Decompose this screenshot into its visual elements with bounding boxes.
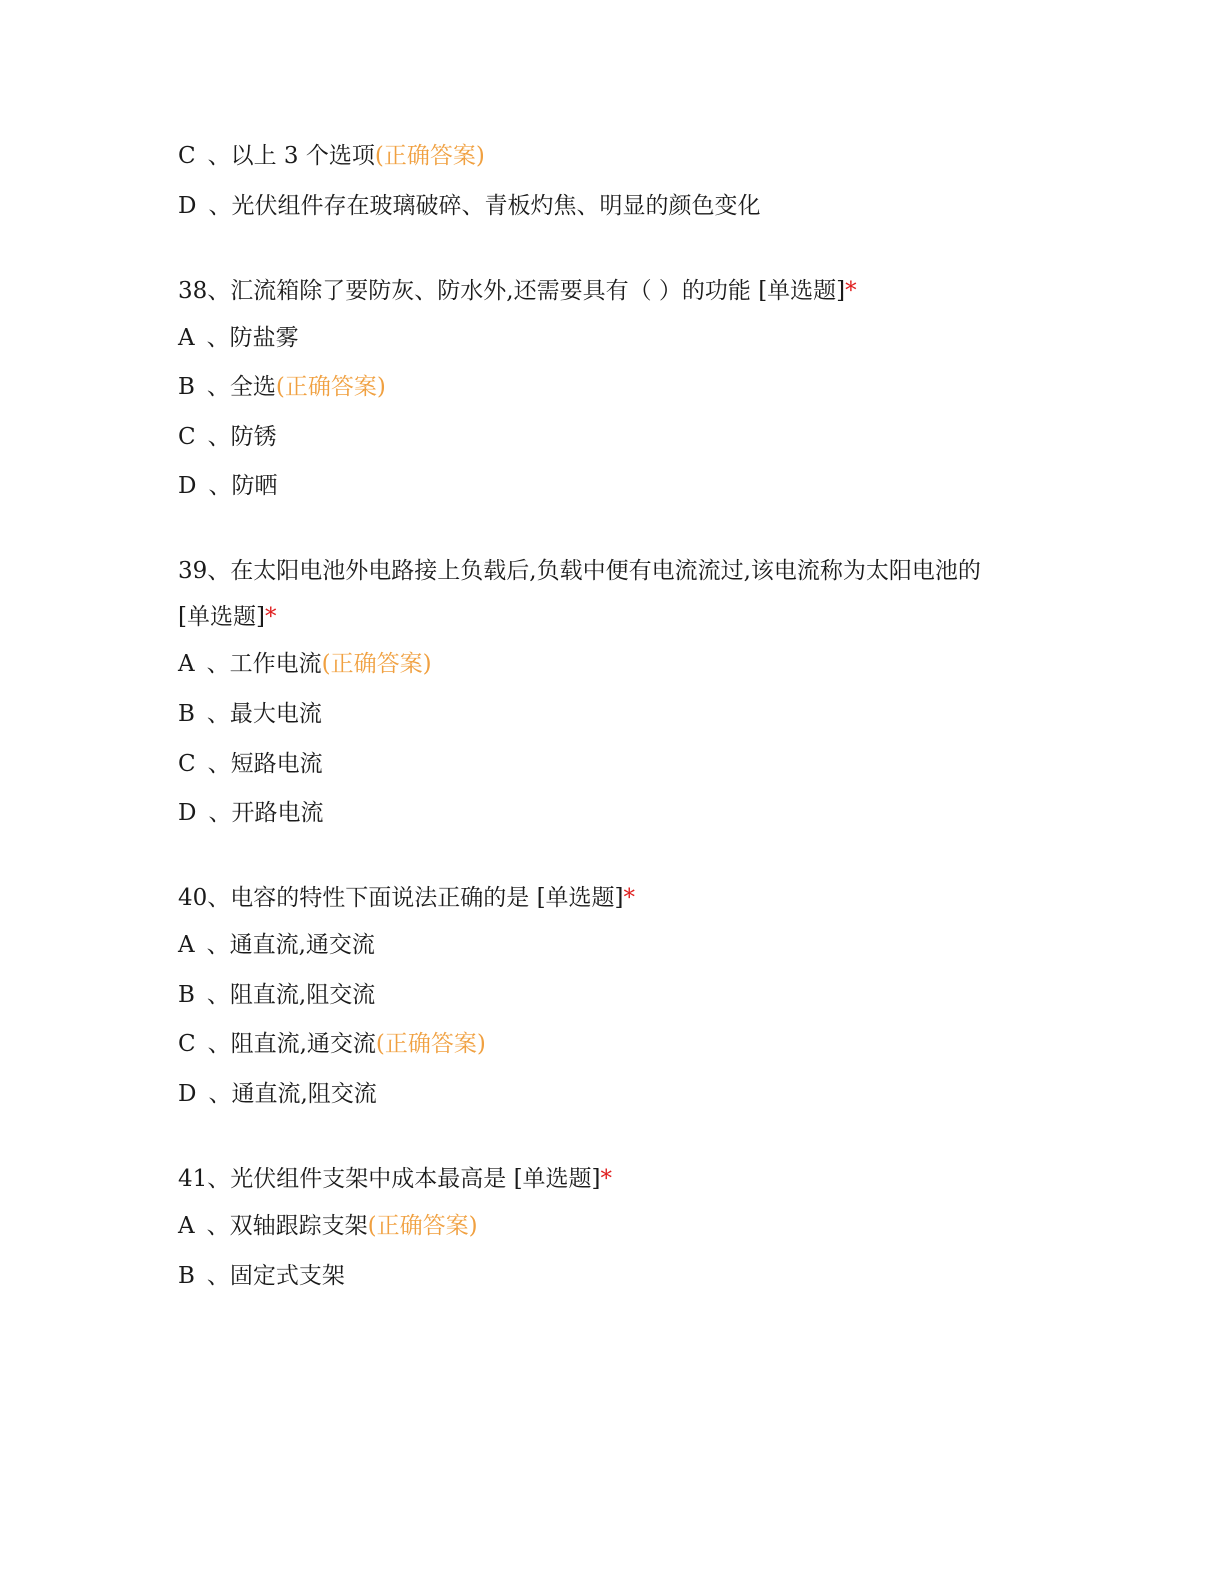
- option-separator: 、: [206, 1262, 230, 1289]
- option-text: 最大电流: [229, 700, 322, 727]
- option-letter: D: [178, 473, 197, 500]
- question-text: 40、电容的特性下面说法正确的是 [单选题]: [178, 885, 624, 912]
- option-text: 防晒: [231, 473, 278, 500]
- option-letter: B: [178, 981, 195, 1008]
- option-text: 防锈: [230, 423, 277, 450]
- option-c: [178, 748, 1038, 780]
- correct-answer-mark: (正确答案): [321, 651, 432, 678]
- question-stem-38: [178, 268, 1008, 314]
- option-text: 光伏组件存在玻璃破碎、青板灼焦、明显的颜色变化: [231, 192, 761, 219]
- option-text: 防盐雾: [229, 324, 299, 351]
- option-letter: D: [178, 192, 197, 219]
- option-a: [178, 929, 1038, 961]
- option-d: [178, 470, 1038, 502]
- correct-answer-mark: (正确答案): [375, 1031, 486, 1058]
- option-separator: 、: [208, 192, 232, 219]
- required-mark: *: [623, 885, 636, 912]
- question-stem-39: [178, 548, 1008, 640]
- option-separator: 、: [207, 143, 231, 169]
- option-d: [178, 190, 1038, 222]
- option-separator: 、: [206, 324, 230, 351]
- option-separator: 、: [207, 1031, 231, 1058]
- option-c: [178, 140, 1038, 172]
- required-mark: *: [845, 277, 857, 304]
- question-text: 41、光伏组件支架中成本最高是 [单选题]: [178, 1165, 601, 1192]
- option-text: 以上 3 个选项: [230, 143, 375, 169]
- option-text: 短路电流: [230, 750, 323, 777]
- option-text: 工作电流: [229, 651, 322, 678]
- option-a: [178, 648, 1038, 680]
- option-letter: B: [178, 700, 195, 727]
- option-separator: 、: [206, 651, 230, 678]
- option-c: [178, 1028, 1038, 1060]
- option-text: 固定式支架: [229, 1262, 345, 1289]
- question-stem-40: [178, 875, 1008, 921]
- option-separator: 、: [208, 800, 232, 827]
- correct-answer-mark: (正确答案): [374, 143, 485, 169]
- option-letter: A: [178, 1212, 195, 1239]
- option-letter: C: [178, 1031, 196, 1058]
- option-letter: C: [178, 750, 196, 777]
- option-letter: C: [178, 423, 196, 450]
- option-c: [178, 421, 1038, 453]
- question-document: [178, 140, 1038, 1309]
- option-letter: D: [178, 800, 197, 827]
- option-text: 通直流,通交流: [229, 932, 375, 959]
- option-text: 通直流,阻交流: [231, 1080, 377, 1107]
- option-text: 双轴跟踪支架: [229, 1212, 368, 1239]
- option-separator: 、: [207, 750, 231, 777]
- option-separator: 、: [206, 700, 230, 727]
- option-d: [178, 1078, 1038, 1110]
- option-separator: 、: [208, 473, 232, 500]
- required-mark: *: [264, 604, 277, 631]
- option-letter: D: [178, 1080, 197, 1107]
- option-letter: A: [178, 932, 195, 959]
- option-separator: 、: [206, 981, 230, 1008]
- question-text: 38、汇流箱除了要防灰、防水外,还需要具有（ ）的功能 [单选题]: [178, 277, 846, 304]
- required-mark: *: [600, 1165, 613, 1192]
- option-separator: 、: [206, 932, 230, 959]
- option-separator: 、: [207, 423, 231, 450]
- option-letter: C: [178, 143, 196, 169]
- option-text: 全选: [229, 374, 276, 401]
- option-letter: A: [178, 651, 195, 678]
- option-b: [178, 1260, 1038, 1292]
- option-separator: 、: [208, 1080, 232, 1107]
- question-stem-41: [178, 1156, 1008, 1202]
- option-letter: B: [178, 374, 195, 401]
- option-letter: A: [178, 324, 195, 351]
- option-separator: 、: [206, 374, 230, 401]
- question-text: 39、在太阳电池外电路接上负载后,负载中便有电流流过,该电流称为太阳电池的 [单选题]: [178, 558, 981, 631]
- option-b: [178, 979, 1038, 1011]
- option-b: [178, 698, 1038, 730]
- option-separator: 、: [206, 1212, 230, 1239]
- option-a: [178, 1210, 1038, 1242]
- option-b: [178, 371, 1038, 403]
- option-text: 阻直流,阻交流: [229, 981, 376, 1008]
- option-d: [178, 797, 1038, 829]
- correct-answer-mark: (正确答案): [275, 374, 386, 401]
- option-text: 开路电流: [231, 800, 324, 827]
- option-letter: B: [178, 1262, 195, 1289]
- option-text: 阻直流,通交流: [230, 1031, 376, 1058]
- correct-answer-mark: (正确答案): [367, 1212, 478, 1239]
- option-a: [178, 322, 1038, 354]
